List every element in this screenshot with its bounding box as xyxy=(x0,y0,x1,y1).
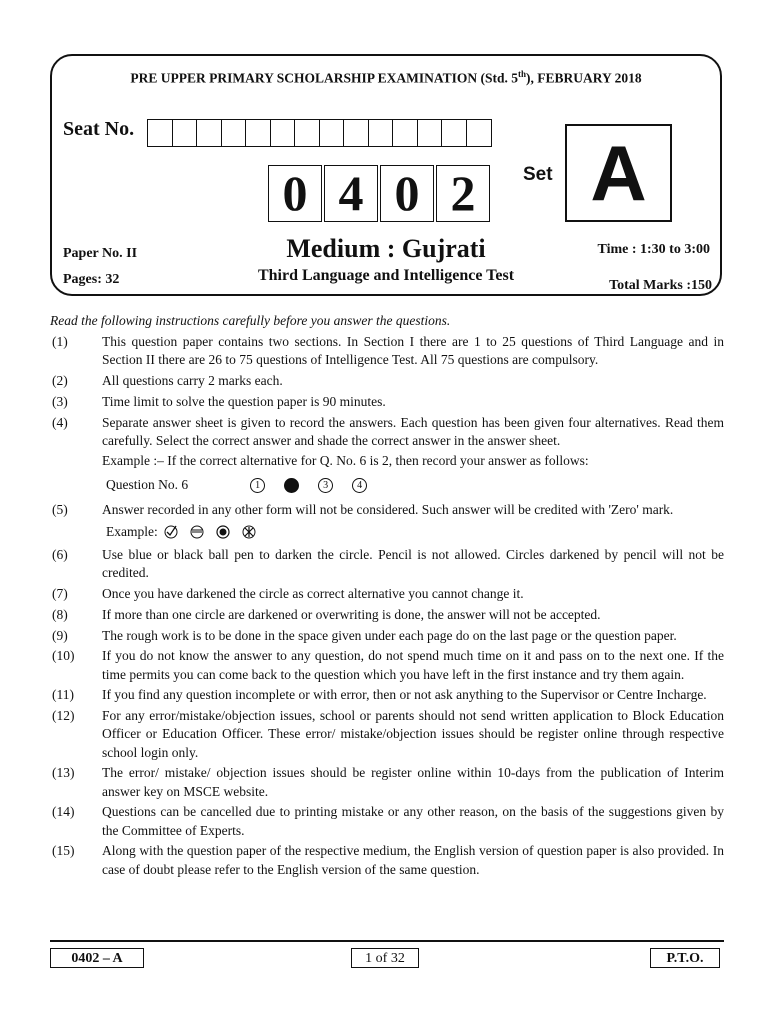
instruction-item: (2) All questions carry 2 marks each. xyxy=(52,373,283,388)
tick-circle-icon xyxy=(164,525,178,539)
instruction-item: (15) Along with the question paper of the respective medium, the English version of question paper is also provided. In case of doubt please refer to the English version of the same question. xyxy=(52,843,724,877)
dot-circle-icon xyxy=(216,525,230,539)
code-digit: 4 xyxy=(324,165,378,222)
footer-divider xyxy=(50,940,724,942)
footer-page-number: 1 of 32 xyxy=(351,948,419,968)
example-bubbles xyxy=(106,476,724,494)
paper-number: Paper No. II xyxy=(63,246,138,261)
instructions-list xyxy=(52,333,724,881)
exam-title: PRE UPPER PRIMARY SCHOLARSHIP EXAMINATION (Std. 5th), FEBRUARY 2018 xyxy=(130,69,642,86)
instruction-item: (14) Questions can be cancelled due to printing mistake or any other reason, on the basis of the suggestions given by the Committee of Experts. xyxy=(52,804,724,838)
instruction-item: (9) The rough work is to be done in the space given under each page do on the last page or the question paper. xyxy=(52,627,677,643)
instruction-item: (13) The error/ mistake/ objection issues should be register online within 10-days from the publication of Interim answer key on MSCE website. xyxy=(52,765,724,799)
total-marks: Total Marks :150 xyxy=(609,278,712,293)
code-digit: 0 xyxy=(268,165,322,222)
footer-paper-code: 0402 – A xyxy=(50,948,144,968)
dash-circle-icon xyxy=(190,525,204,539)
instruction-item: (1) This question paper contains two sections. In Section I there are 1 to 25 questions of Third Language and in Section II there are 26 to 75 questions of Intelligence Test. All 75 questions are compulsory. xyxy=(52,334,724,368)
paper-code-boxes xyxy=(268,165,492,222)
example-label: Example: xyxy=(106,524,158,540)
seat-number-boxes xyxy=(147,119,492,147)
time-info: Time : 1:30 to 3:00 xyxy=(597,242,710,257)
set-value: A xyxy=(565,124,672,222)
seat-number-label: Seat No. xyxy=(63,118,135,140)
instruction-item: (8) If more than one circle are darkened or overwriting is done, the answer will not be accepted. xyxy=(52,606,601,622)
instruction-item: (10) If you do not know the answer to any question, do not spend much time on it and pass on to the next one. If the time permits you can come back to the question which you have left in the first instance and try them again. xyxy=(52,648,724,682)
medium-title: Medium : Gujrati xyxy=(286,234,486,263)
subject-title: Third Language and Intelligence Test xyxy=(257,267,515,284)
instruction-item: (4) Separate answer sheet is given to record the answers. Each question has been given four alternatives. Read them carefully. Select the correct answer and shade the correct answer in the answer sheet. Example :– If the correct alternative for Q. No. 6 is 2, then record your answer as follows: Question No. 6 1 3 4 xyxy=(52,414,724,499)
cross-circle-icon xyxy=(242,525,256,539)
instruction-item: (7) Once you have darkened the circle as correct alternative you cannot change it. xyxy=(52,586,524,601)
example-text: Example :– If the correct alternative for Q. No. 6 is 2, then record your answer as follows: xyxy=(102,453,589,468)
code-digit: 0 xyxy=(380,165,434,222)
filled-option-bubble xyxy=(284,478,299,493)
option-bubble: 3 xyxy=(318,478,333,493)
wrong-marking-examples xyxy=(106,523,724,541)
header-box xyxy=(50,54,722,296)
instruction-item: (6) Use blue or black ball pen to darken the circle. Pencil is not allowed. Circles darkened by pencil will not be credited. xyxy=(52,547,724,581)
code-digit: 2 xyxy=(436,165,490,222)
page-count: Pages: 32 xyxy=(63,272,120,287)
instruction-item: (3) Time limit to solve the question paper is 90 minutes. xyxy=(52,393,386,409)
set-label: Set xyxy=(523,164,553,185)
option-bubble: 4 xyxy=(352,478,367,493)
instruction-item: (12) For any error/mistake/objection issues, school or parents should not send written application to Block Education Officer or Education Officer. These error/ mistake/objection issues should be register online through respective school login only. xyxy=(52,708,724,760)
option-bubble: 1 xyxy=(250,478,265,493)
instruction-item: (5) Answer recorded in any other form will not be considered. Such answer will be credited with 'Zero' mark. Example: xyxy=(52,501,724,543)
instructions-intro: Read the following instructions carefully before you answer the questions. xyxy=(50,313,451,328)
instruction-item: (11) If you find any question incomplete or with error, then or not ask anything to the Supervisor or Centre Incharge. xyxy=(52,687,707,703)
question-label: Question No. 6 xyxy=(106,477,189,493)
footer-pto: P.T.O. xyxy=(650,948,720,968)
